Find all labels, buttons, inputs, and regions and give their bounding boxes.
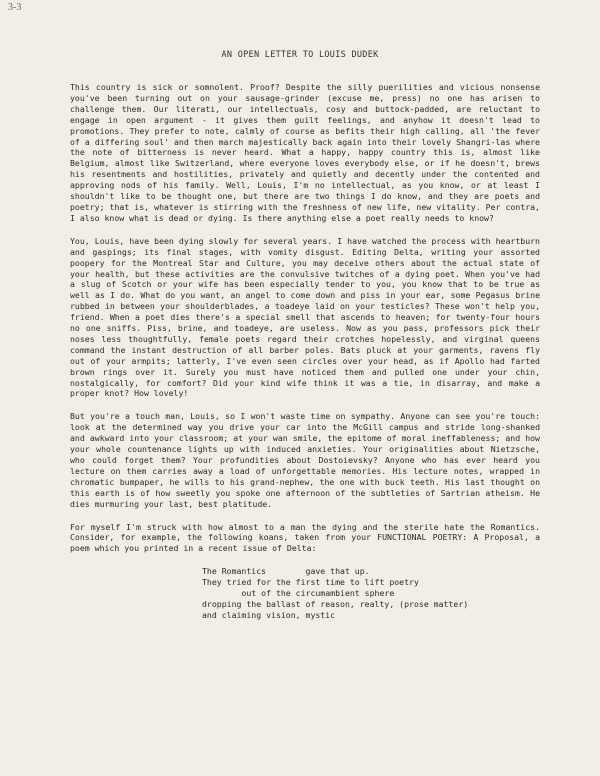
poem-line: The Romantics gave that up. <box>202 566 370 577</box>
paragraph-4: For myself I'm struck with how almost to a man the dying and the sterile hate the Romantics. Consider, for example, the following koans, taken from your FUNCTIONAL POETRY: A Proposal, a poem which you printed in a recent issue of Delta: <box>70 521 540 554</box>
letter-title: AN OPEN LETTER TO LOUIS DUDEK <box>221 50 379 60</box>
corner-note: 3-3 <box>8 2 22 13</box>
poem-line: and claiming vision, mystic <box>202 609 336 620</box>
poem-line: dropping the ballast of reason, realty, (prose matter) <box>202 598 469 609</box>
paragraph-2: You, Louis, have been dying slowly for several years. I have watched the process with heartburn and gaspings; its final stages, with vomity disgust. Editing Delta, writing your assorted poopery for the Montreal Star and Culture, you may deceive others about the actual state of your health, but these activities are the convulsive twitches of a dying poet. When you've had a slug of Scotch or your wife has been especially tender to you, you know that to be true as well as I do. What do you want, an angel to come down and piss in your ear, some Pegasus brine rubbed in between your shoulderblades, a toadeye laid on your testicles? These won't help you, friend. When a poet dies there's a special smell that ascends to heaven; for twenty-four hours no one sniffs. Piss, brine, and toadeye, are useless. Now as you pass, professors pick their noses less thoughtfully, female poets regard their crotches hopelessly, and virginal queens command the instant destruction of all barber poles. Bats pluck at your garments, ravens fly out of your armpits; latterly, I've even seen circles over your head, as if Apollo had farted brown rings over it. Surely you must have noticed them and pulled one under your chin, nostalgically, for comfort? Did your kind wife think it was a tie, in disarray, and make a proper knot? How lovely! <box>70 235 540 399</box>
poem-line: out of the circumambient sphere <box>202 588 395 599</box>
letter-body <box>70 82 540 621</box>
paragraph-1: This country is sick or somnolent. Proof? Despite the silly puerilities and vicious nonsense you've been turning out on your sausage-grinder (excuse me, press) no one has arisen to challenge them. Our literati, our intellectuals, cosy and buttock-padded, are reluctant to engage in open argument - it gives them guilt feelings, and anyhow it doesn't lead to promotions. They prefer to note, calmly of course as befits their high calling, all 'the fever of a differing soul' and then march majestically back again into their lovely Shangri-las where the note of bitterness is never heard. What a happy, happy country this is, almost like Belgium, almost like Switzerland, where everyone loves everybody else, or if he doesn't, brews his resentments and hostilities, privately and quietly and decently under the contented and approving nods of his family. Well, Louis, I'm no intellectual, as you know, or at least I shouldn't like to be thought one, but there are two things I do know, and they are poets and poetry; that is, whatever is stirring with the freshness of new life, new vitality. Per contra, I also know what is dead or dying. Is there anything else a poet really needs to know? <box>70 82 540 223</box>
poem-line: They tried for the first time to lift poetry <box>202 577 419 588</box>
paragraph-3: But you're a touch man, Louis, so I won't waste time on sympathy. Anyone can see you're touch: look at the determined way you drive your car into the McGill campus and stride long-shanked and awkward into your classroom; at your wan smile, the epitome of moral ineffableness; and how your whole countenance lights up with induced anxieties. Your originalities about Nietzsche, who could forget them? Your profundities about Dostoievsky? Anyone who has ever heard you lecture on them carries away a load of unforgettable memories. His lecture notes, wrapped in chromatic bumpaper, he wills to his grand-nephew, the one with buck teeth. His last thought on this earth is of how sweetly you spoke one afternoon of the subtleties of Sartrian atheism. He dies murmuring your last, best platitude. <box>70 411 540 509</box>
poem-excerpt <box>202 566 540 621</box>
